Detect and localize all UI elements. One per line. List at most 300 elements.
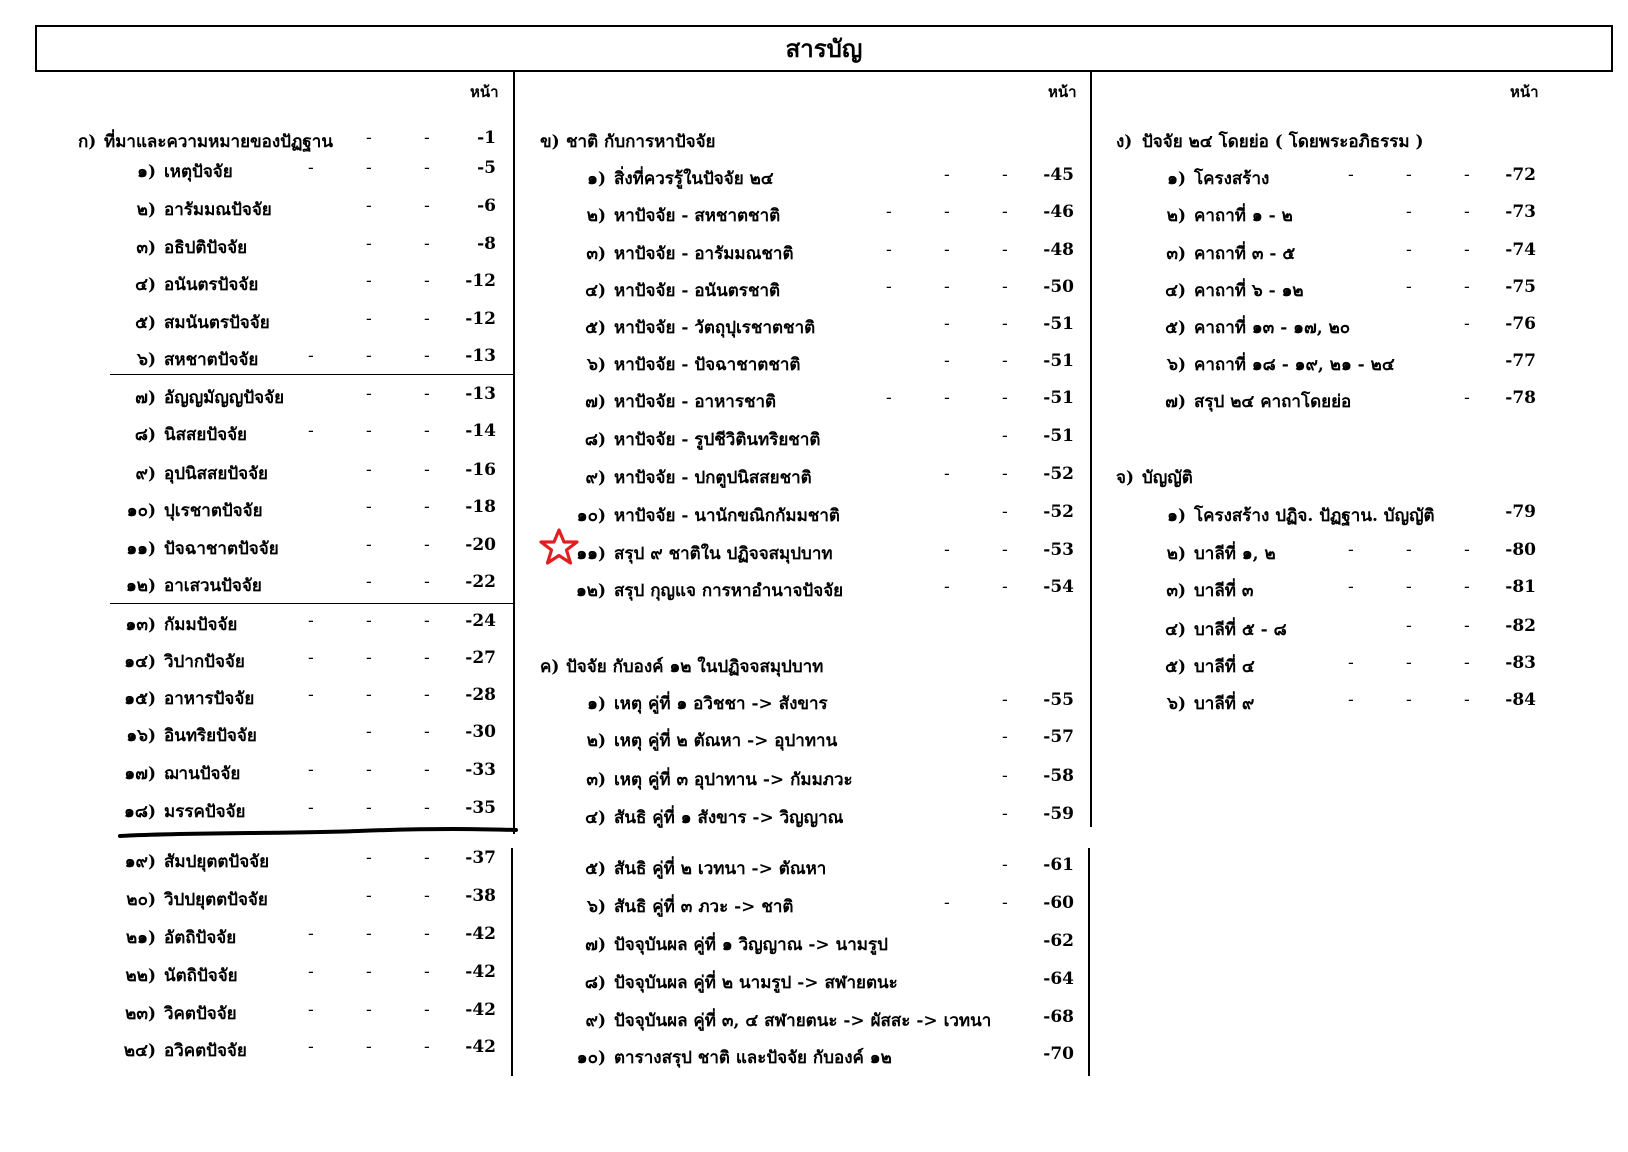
entry-number: ๑๗) <box>124 764 156 784</box>
entry-title: คาถาที่ ๑ - ๒ <box>1194 206 1293 226</box>
entry-title: หาปัจจัย - นานักขณิกกัมมชาติ <box>614 506 840 526</box>
leader-dash: - <box>1406 540 1412 560</box>
entry-number: ๑๑) <box>576 544 606 564</box>
entry-title: เหตุปัจจัย <box>164 162 233 182</box>
entry-number: ๒) <box>136 200 156 220</box>
leader-dash: - <box>944 202 950 222</box>
entry-page-number: -38 <box>465 886 496 906</box>
column-divider <box>511 848 513 1076</box>
entry-number: ๙) <box>585 468 606 488</box>
entry-number: ๗) <box>585 935 606 955</box>
entry-title: โครงสร้าง <box>1194 169 1270 189</box>
entry-page-number: -83 <box>1505 653 1536 673</box>
leader-dash: - <box>1002 464 1008 484</box>
entry-number: ๖) <box>1167 355 1186 375</box>
leader-dash: - <box>1464 202 1470 222</box>
entry-title: หาปัจจัย - อนันตรชาติ <box>614 281 781 301</box>
entry-title: นิสสยปัจจัย <box>164 425 248 445</box>
entry-page-number: -16 <box>465 460 496 480</box>
entry-title: อาหารปัจจัย <box>164 689 255 709</box>
leader-dash: - <box>1002 388 1008 408</box>
leader-dash: - <box>1406 277 1412 297</box>
entry-title: สันธิ คู่ที่ ๒ เวทนา -> ตัณหา <box>614 859 827 879</box>
leader-dash: - <box>424 760 430 780</box>
entry-title: บาลีที่ ๓ <box>1194 581 1254 601</box>
leader-dash: - <box>1464 240 1470 260</box>
entry-page-number: -42 <box>465 1037 496 1057</box>
entry-page-number: -74 <box>1505 240 1536 260</box>
entry-page-number: -58 <box>1043 766 1074 786</box>
entry-page-number: -48 <box>1043 240 1074 260</box>
leader-dash: - <box>424 384 430 404</box>
leader-dash: - <box>366 611 372 631</box>
entry-title: หาปัจจัย - วัตถุปุเรชาตชาติ <box>614 318 816 338</box>
entry-page-number: -12 <box>465 271 496 291</box>
leader-dash: - <box>944 277 950 297</box>
leader-dash: - <box>366 886 372 906</box>
entry-title: หาปัจจัย - สหชาตชาติ <box>614 206 781 226</box>
group-separator <box>110 374 514 375</box>
leader-dash: - <box>424 1000 430 1020</box>
entry-title: อวิคตปัจจัย <box>164 1041 247 1061</box>
entry-page-number: -14 <box>465 421 496 441</box>
leader-dash: - <box>944 314 950 334</box>
entry-number: ๒) <box>586 206 606 226</box>
entry-title: กัมมปัจจัย <box>164 615 238 635</box>
entry-title: สมนันตรปัจจัย <box>164 313 270 333</box>
entry-number: ๑๒) <box>575 581 606 601</box>
leader-dash: - <box>424 271 430 291</box>
entry-number: ๑๕) <box>124 689 156 709</box>
group-separator <box>110 603 514 604</box>
entry-page-number: -57 <box>1043 727 1074 747</box>
entry-title: สรุป กุญแจ การหาอำนาจปัจจัย <box>614 581 844 601</box>
entry-number: ๑๘) <box>124 802 156 822</box>
leader-dash: - <box>424 962 430 982</box>
leader-dash: - <box>424 648 430 668</box>
leader-dash: - <box>1002 502 1008 522</box>
entry-number: ๔) <box>585 808 606 828</box>
leader-dash: - <box>1002 351 1008 371</box>
entry-number: ๕) <box>585 859 606 879</box>
leader-dash: - <box>366 309 372 329</box>
section-title: ปัจจัย กับองค์ ๑๒ ในปฏิจจสมุปบาท <box>566 657 824 677</box>
leader-dash: - <box>366 685 372 705</box>
entry-page-number: -51 <box>1043 351 1074 371</box>
leader-dash: - <box>1464 577 1470 597</box>
entry-title: บาลีที่ ๔ <box>1194 657 1255 677</box>
leader-dash: - <box>1406 165 1412 185</box>
entry-page-number: -80 <box>1505 540 1536 560</box>
section-letter: จ) <box>1116 468 1135 488</box>
leader-dash: - <box>886 240 892 260</box>
entry-page-number: -79 <box>1505 502 1536 522</box>
leader-dash: - <box>1406 202 1412 222</box>
leader-dash: - <box>366 924 372 944</box>
entry-number: ๒๑) <box>125 928 156 948</box>
leader-dash: - <box>1002 240 1008 260</box>
entry-title: อาเสวนปัจจัย <box>164 576 262 596</box>
entry-page-number: -51 <box>1043 388 1074 408</box>
entry-number: ๖) <box>137 350 156 370</box>
entry-page-number: -22 <box>465 572 496 592</box>
leader-dash: - <box>424 346 430 366</box>
leader-dash: - <box>424 309 430 329</box>
entry-number: ๒๒) <box>125 966 156 986</box>
entry-number: ๕) <box>1165 318 1186 338</box>
entry-title: หาปัจจัย - ปกตูปนิสสยชาติ <box>614 468 812 488</box>
entry-title: อนันตรปัจจัย <box>164 275 259 295</box>
leader-dash: - <box>424 1037 430 1057</box>
entry-page-number: -68 <box>1043 1007 1074 1027</box>
entry-number: ๒) <box>1166 206 1186 226</box>
entry-number: ๓) <box>586 770 606 790</box>
entry-number: ๓) <box>586 244 606 264</box>
entry-page-number: -70 <box>1043 1044 1074 1064</box>
section-letter: ง) <box>1116 132 1133 152</box>
leader-dash: - <box>366 460 372 480</box>
leader-dash: - <box>1002 727 1008 747</box>
leader-dash: - <box>366 572 372 592</box>
leader-dash: - <box>1002 202 1008 222</box>
entry-page-number: -82 <box>1505 616 1536 636</box>
leader-dash: - <box>308 421 314 441</box>
section-page-number: -1 <box>477 128 496 148</box>
page-column-header: หน้า <box>470 83 499 101</box>
entry-page-number: -5 <box>477 158 496 178</box>
leader-dash: - <box>1464 314 1470 334</box>
section-letter: ข) <box>540 132 560 152</box>
leader-dash: - <box>308 648 314 668</box>
leader-dash: - <box>1002 804 1008 824</box>
entry-title: คาถาที่ ๑๘ - ๑๙, ๒๑ - ๒๔ <box>1194 355 1395 375</box>
entry-title: อัญญมัญญปัจจัย <box>164 388 285 408</box>
entry-page-number: -33 <box>465 760 496 780</box>
leader-dash: - <box>424 460 430 480</box>
entry-title: อุปนิสสยปัจจัย <box>164 464 269 484</box>
leader-dash: - <box>424 158 430 178</box>
entry-page-number: -24 <box>465 611 496 631</box>
leader-dash: - <box>1464 540 1470 560</box>
entry-page-number: -8 <box>477 234 496 254</box>
entry-number: ๑๐) <box>126 501 156 521</box>
entry-page-number: -35 <box>465 798 496 818</box>
leader-dash: - <box>1464 388 1470 408</box>
entry-number: ๘) <box>584 973 606 993</box>
leader-dash: - <box>366 384 372 404</box>
leader-dash: - <box>366 271 372 291</box>
leader-dash: - <box>1002 690 1008 710</box>
entry-number: ๑๒) <box>125 576 156 596</box>
leader-dash: - <box>944 388 950 408</box>
entry-page-number: -55 <box>1043 690 1074 710</box>
entry-number: ๑) <box>1167 506 1186 526</box>
leader-dash: - <box>424 611 430 631</box>
leader-dash: - <box>1348 165 1354 185</box>
leader-dash: - <box>424 497 430 517</box>
entry-title: บาลีที่ ๙ <box>1194 694 1255 714</box>
section-letter: ค) <box>540 657 560 677</box>
leader-dash: - <box>366 346 372 366</box>
handdrawn-underline <box>118 826 518 840</box>
entry-number: ๑) <box>1167 169 1186 189</box>
entry-page-number: -6 <box>477 196 496 216</box>
entry-title: คาถาที่ ๖ - ๑๒ <box>1194 281 1304 301</box>
entry-number: ๓) <box>1166 581 1186 601</box>
leader-dash: - <box>366 722 372 742</box>
entry-page-number: -61 <box>1043 855 1074 875</box>
leader-dash: - <box>366 648 372 668</box>
leader-dash: - <box>1464 277 1470 297</box>
entry-number: ๘) <box>134 425 156 445</box>
entry-number: ๑๓) <box>125 615 156 635</box>
entry-page-number: -42 <box>465 1000 496 1020</box>
entry-title: นัตถิปัจจัย <box>164 966 238 986</box>
entry-number: ๑๐) <box>576 1048 606 1068</box>
leader-dash: - <box>944 240 950 260</box>
leader-dash: - <box>308 798 314 818</box>
column-divider <box>1088 848 1090 1076</box>
leader-dash: - <box>1348 690 1354 710</box>
entry-title: บาลีที่ ๑, ๒ <box>1194 544 1276 564</box>
entry-title: ปัจจุบันผล คู่ที่ ๒ นามรูป -> สฬายตนะ <box>614 973 898 993</box>
entry-title: ปัจฉาชาตปัจจัย <box>164 539 279 559</box>
entry-page-number: -27 <box>465 648 496 668</box>
entry-number: ๑) <box>587 694 606 714</box>
entry-page-number: -46 <box>1043 202 1074 222</box>
leader-dash: - <box>366 1000 372 1020</box>
leader-dash: - <box>1348 577 1354 597</box>
entry-page-number: -42 <box>465 962 496 982</box>
leader-dash: - <box>1464 690 1470 710</box>
leader-dash: - <box>1464 653 1470 673</box>
entry-number: ๙) <box>585 1011 606 1031</box>
entry-number: ๓) <box>1166 244 1186 264</box>
entry-number: ๗) <box>585 392 606 412</box>
entry-title: สรุป ๒๔ คาถาโดยย่อ <box>1194 392 1352 412</box>
entry-number: ๘) <box>584 430 606 450</box>
leader-dash: - <box>944 893 950 913</box>
entry-title: หาปัจจัย - รูปชีวิตินทริยชาติ <box>614 430 821 450</box>
entry-title: หาปัจจัย - ปัจฉาชาตชาติ <box>614 355 801 375</box>
entry-page-number: -53 <box>1043 540 1074 560</box>
entry-number: ๗) <box>1165 392 1186 412</box>
entry-page-number: -45 <box>1043 165 1074 185</box>
entry-title: สัมปยุตตปัจจัย <box>164 852 270 872</box>
leader-dash: - <box>1002 426 1008 446</box>
leader-dash: - <box>308 924 314 944</box>
leader-dash: - <box>886 277 892 297</box>
entry-title: หาปัจจัย - อารัมมณชาติ <box>614 244 794 264</box>
section-letter: ก) <box>78 132 97 152</box>
leader-dash: - <box>366 497 372 517</box>
entry-page-number: -18 <box>465 497 496 517</box>
entry-title: เหตุ คู่ที่ ๓ อุปาทาน -> กัมมภวะ <box>614 770 853 790</box>
leader-dash: - <box>944 540 950 560</box>
entry-page-number: -62 <box>1043 931 1074 951</box>
leader-dash: - <box>366 962 372 982</box>
entry-page-number: -52 <box>1043 464 1074 484</box>
entry-number: ๕) <box>585 318 606 338</box>
entry-number: ๔) <box>135 275 156 295</box>
leader-dash: - <box>1464 616 1470 636</box>
leader-dash: - <box>424 572 430 592</box>
leader-dash: - <box>1002 165 1008 185</box>
entry-number: ๑) <box>137 162 156 182</box>
entry-number: ๖) <box>587 897 606 917</box>
leader-dash: - <box>366 128 372 148</box>
leader-dash: - <box>1406 653 1412 673</box>
entry-title: สันธิ คู่ที่ ๑ สังขาร -> วิญญาณ <box>614 808 844 828</box>
column-divider <box>1090 72 1092 827</box>
entry-number: ๑๔) <box>124 652 156 672</box>
leader-dash: - <box>424 685 430 705</box>
entry-page-number: -59 <box>1043 804 1074 824</box>
entry-page-number: -72 <box>1505 165 1536 185</box>
entry-page-number: -84 <box>1505 690 1536 710</box>
leader-dash: - <box>1464 165 1470 185</box>
entry-title: ปุเรชาตปัจจัย <box>164 501 263 521</box>
leader-dash: - <box>366 760 372 780</box>
entry-page-number: -28 <box>465 685 496 705</box>
entry-title: สันธิ คู่ที่ ๓ ภวะ -> ชาติ <box>614 897 794 917</box>
entry-title: สหชาตปัจจัย <box>164 350 259 370</box>
leader-dash: - <box>424 128 430 148</box>
entry-title: ตารางสรุป ชาติ และปัจจัย กับองค์ ๑๒ <box>614 1048 892 1068</box>
leader-dash: - <box>424 196 430 216</box>
leader-dash: - <box>1002 766 1008 786</box>
section-title: บัญญัติ <box>1142 468 1193 488</box>
entry-number: ๑๙) <box>124 852 156 872</box>
entry-page-number: -12 <box>465 309 496 329</box>
leader-dash: - <box>1002 314 1008 334</box>
leader-dash: - <box>944 351 950 371</box>
leader-dash: - <box>1406 577 1412 597</box>
entry-number: ๒) <box>1166 544 1186 564</box>
entry-number: ๖) <box>1167 694 1186 714</box>
entry-page-number: -13 <box>465 384 496 404</box>
leader-dash: - <box>366 848 372 868</box>
entry-number: ๕) <box>135 313 156 333</box>
leader-dash: - <box>366 1037 372 1057</box>
leader-dash: - <box>1002 277 1008 297</box>
column-divider <box>513 72 515 834</box>
leader-dash: - <box>308 1000 314 1020</box>
entry-page-number: -51 <box>1043 314 1074 334</box>
leader-dash: - <box>308 962 314 982</box>
leader-dash: - <box>944 165 950 185</box>
leader-dash: - <box>944 464 950 484</box>
leader-dash: - <box>366 234 372 254</box>
leader-dash: - <box>1002 577 1008 597</box>
leader-dash: - <box>308 760 314 780</box>
entry-page-number: -42 <box>465 924 496 944</box>
entry-number: ๙) <box>135 464 156 484</box>
entry-page-number: -54 <box>1043 577 1074 597</box>
entry-number: ๖) <box>587 355 606 375</box>
entry-title: วิปากปัจจัย <box>164 652 245 672</box>
entry-page-number: -75 <box>1505 277 1536 297</box>
entry-number: ๔) <box>1165 620 1186 640</box>
page-title: สารบัญ <box>35 25 1613 72</box>
entry-title: ปัจจุบันผล คู่ที่ ๓, ๔ สฬายตนะ -> ผัสสะ -> เวทนา <box>614 1011 992 1031</box>
entry-title: วิปปยุตตปัจจัย <box>164 890 268 910</box>
entry-title: ปัจจุบันผล คู่ที่ ๑ วิญญาณ -> นามรูป <box>614 935 888 955</box>
leader-dash: - <box>308 1037 314 1057</box>
entry-title: วิคตปัจจัย <box>164 1004 237 1024</box>
leader-dash: - <box>308 158 314 178</box>
leader-dash: - <box>424 924 430 944</box>
entry-page-number: -77 <box>1505 351 1536 371</box>
leader-dash: - <box>886 388 892 408</box>
entry-number: ๒๓) <box>125 1004 156 1024</box>
leader-dash: - <box>944 577 950 597</box>
entry-number: ๒๔) <box>123 1041 156 1061</box>
leader-dash: - <box>1406 616 1412 636</box>
page-column-header: หน้า <box>1510 83 1539 101</box>
leader-dash: - <box>886 202 892 222</box>
entry-title: คาถาที่ ๑๓ - ๑๗, ๒๐ <box>1194 318 1351 338</box>
entry-page-number: -37 <box>465 848 496 868</box>
leader-dash: - <box>424 421 430 441</box>
entry-title: สรุป ๙ ชาติใน ปฏิจจสมุปบาท <box>614 544 833 564</box>
entry-number: ๔) <box>1165 281 1186 301</box>
entry-title: เหตุ คู่ที่ ๒ ตัณหา -> อุปาทาน <box>614 731 838 751</box>
entry-page-number: -64 <box>1043 969 1074 989</box>
entry-title: อธิปติปัจจัย <box>164 238 248 258</box>
section-title: ชาติ กับการหาปัจจัย <box>566 132 716 152</box>
leader-dash: - <box>1406 690 1412 710</box>
entry-title: ฌานปัจจัย <box>164 764 241 784</box>
entry-page-number: -73 <box>1505 202 1536 222</box>
entry-page-number: -50 <box>1043 277 1074 297</box>
entry-page-number: -52 <box>1043 502 1074 522</box>
leader-dash: - <box>424 722 430 742</box>
leader-dash: - <box>308 346 314 366</box>
entry-page-number: -60 <box>1043 893 1074 913</box>
entry-page-number: -30 <box>465 722 496 742</box>
entry-page-number: -81 <box>1505 577 1536 597</box>
entry-number: ๒๐) <box>126 890 156 910</box>
entry-page-number: -78 <box>1505 388 1536 408</box>
leader-dash: - <box>308 611 314 631</box>
entry-title: หาปัจจัย - อาหารชาติ <box>614 392 777 412</box>
section-title: ปัจจัย ๒๔ โดยย่อ ( โดยพระอภิธรรม ) <box>1142 132 1424 152</box>
entry-page-number: -20 <box>465 535 496 555</box>
section-title: ที่มาและความหมายของปัฏฐาน <box>104 132 333 152</box>
entry-title: อัตถิปัจจัย <box>164 928 237 948</box>
entry-number: ๕) <box>1165 657 1186 677</box>
entry-title: สิ่งที่ควรรู้ในปัจจัย ๒๔ <box>614 169 774 189</box>
entry-number: ๒) <box>586 731 606 751</box>
leader-dash: - <box>1002 893 1008 913</box>
entry-number: ๗) <box>135 388 156 408</box>
leader-dash: - <box>424 848 430 868</box>
entry-page-number: -76 <box>1505 314 1536 334</box>
entry-title: อินทริยปัจจัย <box>164 726 257 746</box>
leader-dash: - <box>366 798 372 818</box>
entry-number: ๑) <box>587 169 606 189</box>
leader-dash: - <box>1002 540 1008 560</box>
entry-number: ๑๑) <box>126 539 156 559</box>
leader-dash: - <box>308 685 314 705</box>
entry-title: อารัมมณปัจจัย <box>164 200 272 220</box>
leader-dash: - <box>424 535 430 555</box>
entry-title: โครงสร้าง ปฏิจ. ปัฏฐาน. บัญญัติ <box>1194 506 1435 526</box>
leader-dash: - <box>1406 240 1412 260</box>
leader-dash: - <box>424 234 430 254</box>
leader-dash: - <box>424 798 430 818</box>
